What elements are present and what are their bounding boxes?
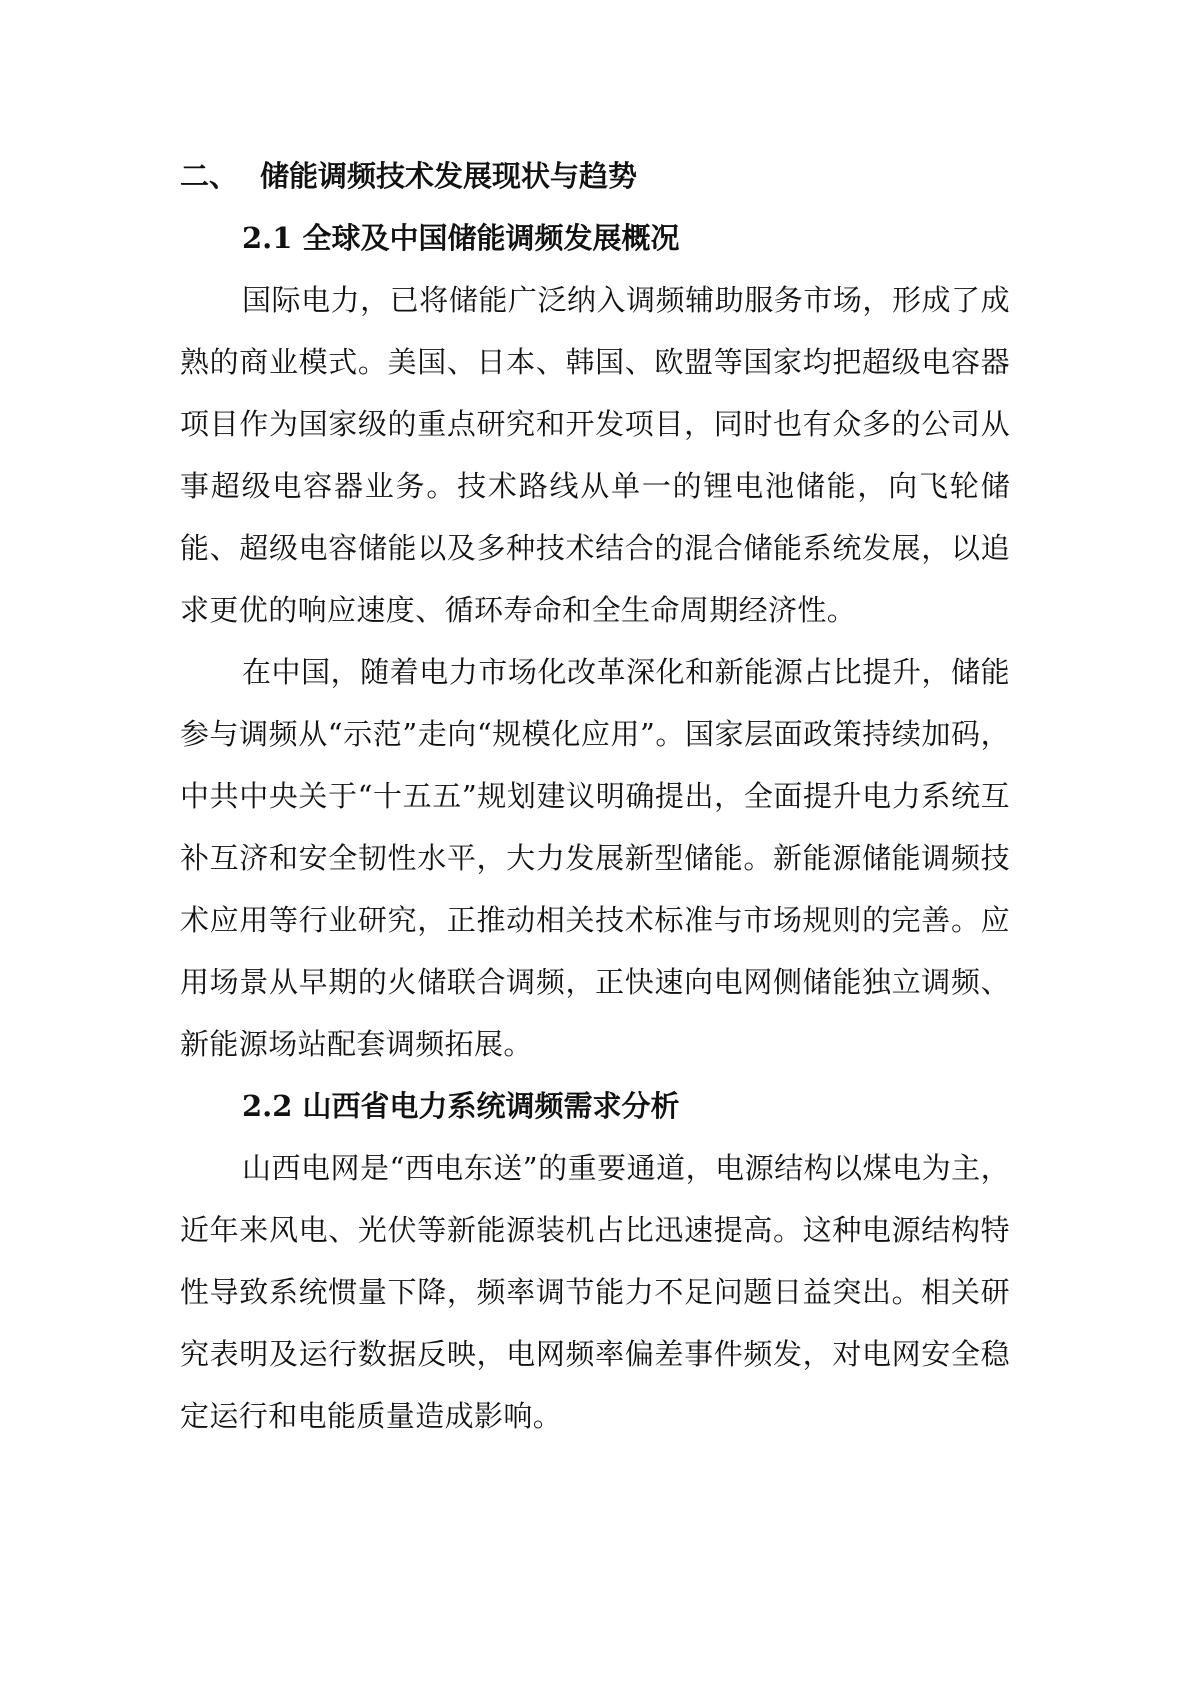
subsection-heading-2-2: 2.2 山西省电力系统调频需求分析 (242, 1089, 680, 1123)
paragraph-china: 在中国，随着电力市场化改革深化和新能源占比提升，储能参与调频从“示范”走向“规模化应用”。国家层面政策持续加码，中共中央关于“十五五”规划建议明确提出，全面提升电力系统互补互济和安全韧性水平，大力发展新型储能。新能源储能调频技术应用等行业研究，正推动相关技术标准与市场规则的完善。应用场景从早期的火储联合调频，正快速向电网侧储能独立调频、新能源场站配套调频拓展。 (180, 655, 1010, 1061)
paragraph-shanxi: 山西电网是“西电东送”的重要通道，电源结构以煤电为主，近年来风电、光伏等新能源装机占比迅速提高。这种电源结构特性导致系统惯量下降，频率调节能力不足问题日益突出。相关研究表明及运行数据反映，电网频率偏差事件频发，对电网安全稳定运行和电能质量造成影响。 (180, 1151, 1010, 1433)
subsection-heading-2-1: 2.1 全球及中国储能调频发展概况 (242, 221, 680, 255)
section-heading (180, 145, 1010, 207)
paragraph-international: 国际电力，已将储能广泛纳入调频辅助服务市场，形成了成熟的商业模式。美国、日本、韩国、欧盟等国家均把超级电容器项目作为国家级的重点研究和开发项目，同时也有众多的公司从事超级电容器业务。技术路线从单一的锂电池储能，向飞轮储能、超级电容储能以及多种技术结合的混合储能系统发展，以追求更优的响应速度、循环寿命和全生命周期经济性。 (180, 283, 1010, 627)
section-title: 储能调频技术发展现状与趋势 (260, 159, 638, 193)
section-number: 二、 (180, 159, 239, 193)
page-body (180, 145, 1010, 1447)
